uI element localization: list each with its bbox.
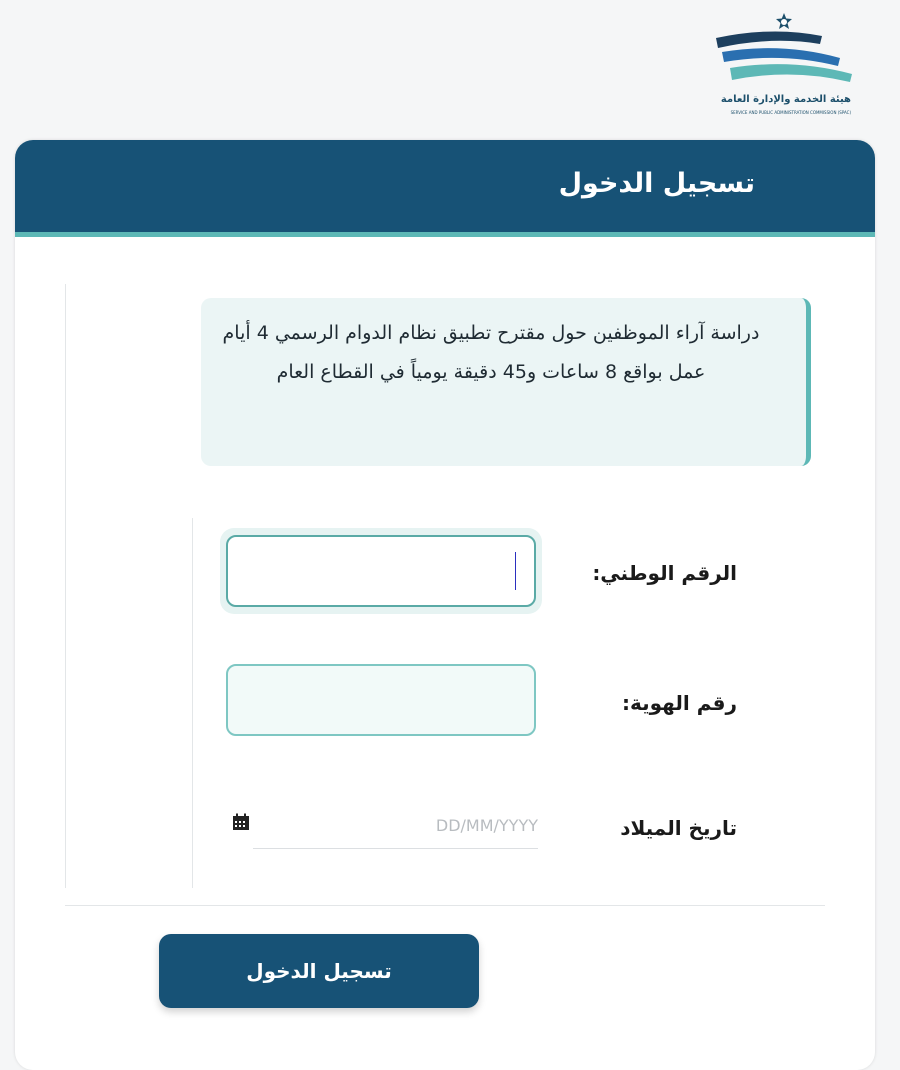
id-number-label: رقم الهوية:	[622, 691, 737, 715]
survey-notice	[201, 298, 811, 466]
left-divider	[65, 284, 66, 888]
text-cursor	[515, 552, 516, 590]
inner-divider	[192, 518, 193, 888]
national-id-label: الرقم الوطني:	[592, 561, 737, 585]
logo-arabic-name: هيئة الخدمة والإدارة العامة	[720, 94, 851, 105]
form-divider	[65, 905, 825, 906]
logo-english-name: SERVICE AND PUBLIC ADMINISTRATION COMMISSION (SPAC)	[730, 110, 851, 115]
national-id-input[interactable]	[226, 535, 536, 607]
spac-logo	[712, 10, 857, 120]
logo-emblem-icon	[712, 10, 857, 94]
calendar-icon[interactable]	[232, 813, 250, 831]
birthdate-label: تاريخ الميلاد	[620, 816, 737, 840]
notice-text: دراسة آراء الموظفين حول مقترح تطبيق نظام الدوام الرسمي 4 أيام عمل بواقع 8 ساعات و45 دقيقة يومياً في القطاع العام	[222, 322, 760, 383]
id-number-input[interactable]	[226, 664, 536, 736]
card-header	[15, 140, 875, 237]
page-title: تسجيل الدخول	[558, 168, 755, 199]
login-card	[15, 140, 875, 1070]
login-button[interactable]: تسجيل الدخول	[159, 934, 479, 1008]
birthdate-input[interactable]	[253, 802, 538, 849]
